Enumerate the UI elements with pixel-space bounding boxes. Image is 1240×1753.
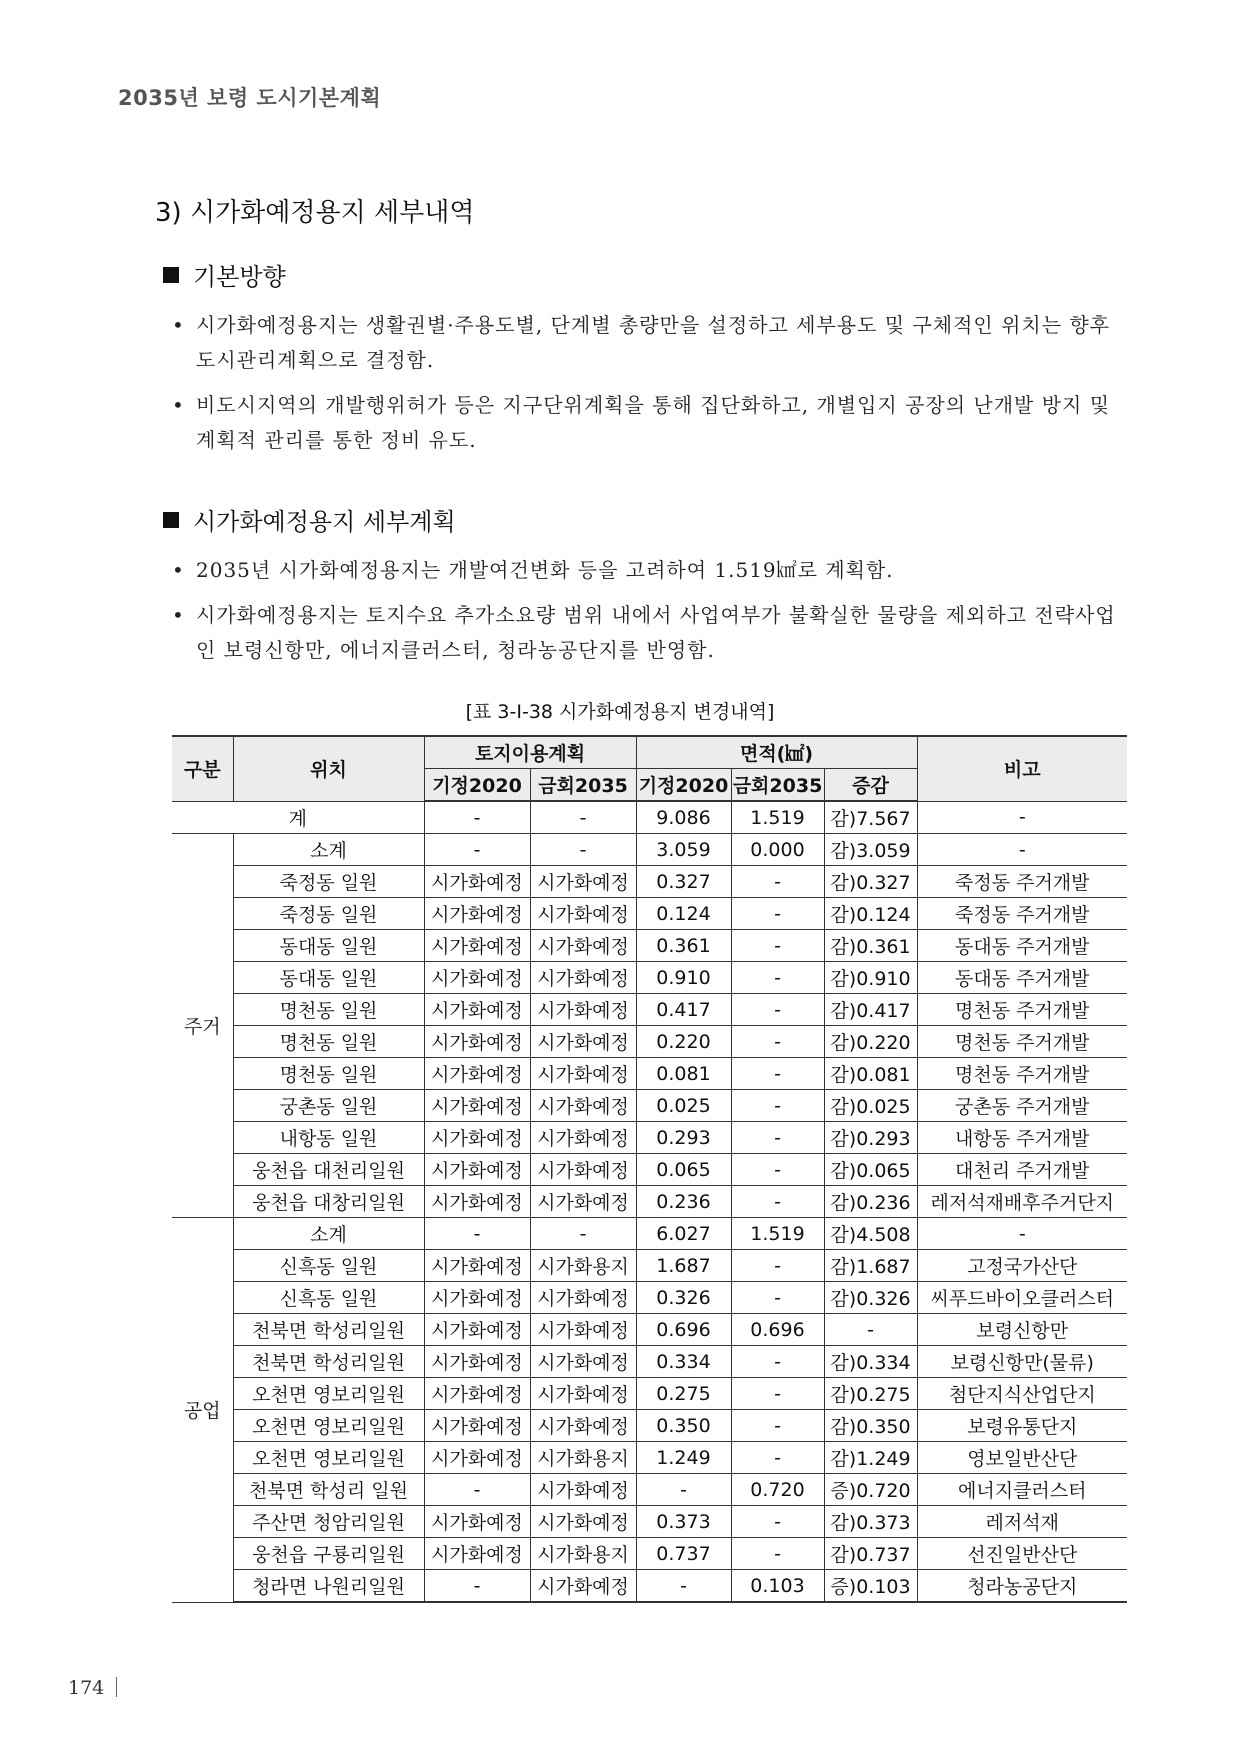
- cell-land-new: 시가화예정: [530, 1474, 636, 1506]
- table-row: [172, 1506, 1127, 1538]
- cell-area-new: -: [731, 1378, 824, 1410]
- cell-area-old: 0.696: [636, 1314, 731, 1346]
- cell-location: 천북면 학성리일원: [233, 1314, 424, 1346]
- list-item: • 2035년 시가화예정용지는 개발여건변화 등을 고려하여 1.519㎢로 계획함.: [172, 553, 1132, 588]
- cell-area-old: 0.361: [636, 930, 731, 962]
- table-caption: [표 3-Ⅰ-38 시가화예정용지 변경내역]: [465, 701, 775, 723]
- detail-plan-heading: [163, 502, 456, 537]
- cell-location: 명천동 일원: [233, 1026, 424, 1058]
- basic-direction-heading: [163, 257, 286, 292]
- cell-land-new: 시가화예정: [530, 1026, 636, 1058]
- cell-change: 감)0.910: [824, 962, 917, 994]
- cell-change: 감)4.508: [824, 1218, 917, 1250]
- table-row: [172, 1474, 1127, 1506]
- cell-location: 오천면 영보리일원: [233, 1442, 424, 1474]
- list-item: • 시가화예정용지는 생활권별·주용도별, 단계별 총량만을 설정하고 세부용도 및 구체적인 위치는 향후 도시관리계획으로 결정함.: [172, 308, 1132, 378]
- cell-area-old: 0.334: [636, 1346, 731, 1378]
- cell-land-old: 시가화예정: [424, 1314, 530, 1346]
- cell-change: 감)0.081: [824, 1058, 917, 1090]
- table-body: [172, 801, 1127, 1602]
- cell-area-new: -: [731, 994, 824, 1026]
- header-land-new: 금회2035: [530, 769, 636, 802]
- cell-location: 오천면 영보리일원: [233, 1410, 424, 1442]
- cell-note: 씨푸드바이오클러스터: [917, 1282, 1127, 1314]
- cell-note: 레저석재: [917, 1506, 1127, 1538]
- section-title: 3) 시가화예정용지 세부내역: [155, 198, 475, 228]
- table-row: [172, 1154, 1127, 1186]
- cell-note: -: [917, 1218, 1127, 1250]
- cell-change: 감)0.361: [824, 930, 917, 962]
- cell-area-new: 0.720: [731, 1474, 824, 1506]
- cell-land-old: 시가화예정: [424, 866, 530, 898]
- cell-note: 선진일반산단: [917, 1538, 1127, 1570]
- cell-land-old: 시가화예정: [424, 1090, 530, 1122]
- cell-change: 감)0.327: [824, 866, 917, 898]
- cell-change: 증)0.103: [824, 1570, 917, 1603]
- table-row: [172, 994, 1127, 1026]
- cell-area-new: 0.103: [731, 1570, 824, 1603]
- cell-land-old: 시가화예정: [424, 898, 530, 930]
- detail-plan-list: [172, 553, 1132, 678]
- header-area: 면적(㎢): [636, 736, 917, 769]
- header-area-new: 금회2035: [731, 769, 824, 802]
- cell-change: 감)0.065: [824, 1154, 917, 1186]
- cell-location: 명천동 일원: [233, 994, 424, 1026]
- cell-land-old: -: [424, 801, 530, 834]
- cell-change: 감)0.417: [824, 994, 917, 1026]
- list-item: • 비도시지역의 개발행위허가 등은 지구단위계획을 통해 집단화하고, 개별입지 공장의 난개발 방지 및 계획적 관리를 통한 정비 유도.: [172, 388, 1132, 458]
- cell-change: 감)0.350: [824, 1410, 917, 1442]
- cell-area-new: 0.696: [731, 1314, 824, 1346]
- cell-location: 청라면 나원리일원: [233, 1570, 424, 1603]
- cell-land-old: 시가화예정: [424, 930, 530, 962]
- cell-location: 신흑동 일원: [233, 1282, 424, 1314]
- cell-land-old: 시가화예정: [424, 1026, 530, 1058]
- cell-area-new: -: [731, 1346, 824, 1378]
- cell-area-old: 0.737: [636, 1538, 731, 1570]
- cell-land-new: 시가화예정: [530, 1570, 636, 1603]
- cell-location: 웅천읍 구룡리일원: [233, 1538, 424, 1570]
- cell-land-old: 시가화예정: [424, 1538, 530, 1570]
- cell-note: 에너지클러스터: [917, 1474, 1127, 1506]
- table-row: [172, 866, 1127, 898]
- cell-land-old: -: [424, 1218, 530, 1250]
- cell-land-new: 시가화예정: [530, 962, 636, 994]
- group-label: 주거: [172, 834, 233, 1218]
- cell-note: 보령유통단지: [917, 1410, 1127, 1442]
- document-header-title: 2035년 보령 도시기본계획: [118, 86, 382, 110]
- cell-area-new: -: [731, 1410, 824, 1442]
- cell-land-old: 시가화예정: [424, 962, 530, 994]
- cell-land-new: 시가화예정: [530, 1410, 636, 1442]
- cell-location: 명천동 일원: [233, 1058, 424, 1090]
- cell-location: 신흑동 일원: [233, 1250, 424, 1282]
- cell-area-old: 0.236: [636, 1186, 731, 1218]
- cell-area-new: -: [731, 1538, 824, 1570]
- table-row: [172, 962, 1127, 994]
- cell-land-old: -: [424, 1474, 530, 1506]
- header-land-old: 기정2020: [424, 769, 530, 802]
- cell-area-new: -: [731, 962, 824, 994]
- cell-area-new: 1.519: [731, 801, 824, 834]
- cell-note: 첨단지식산업단지: [917, 1378, 1127, 1410]
- cell-land-new: 시가화용지: [530, 1442, 636, 1474]
- cell-change: 증)0.720: [824, 1474, 917, 1506]
- cell-change: 감)1.687: [824, 1250, 917, 1282]
- cell-change: 감)1.249: [824, 1442, 917, 1474]
- cell-area-old: 0.065: [636, 1154, 731, 1186]
- cell-land-new: 시가화예정: [530, 1122, 636, 1154]
- cell-area-new: -: [731, 1090, 824, 1122]
- cell-location: 동대동 일원: [233, 962, 424, 994]
- table-row: [172, 1346, 1127, 1378]
- page-divider: [116, 1677, 117, 1697]
- cell-land-new: 시가화예정: [530, 1378, 636, 1410]
- table-row: [172, 1250, 1127, 1282]
- basic-direction-list: [172, 308, 1132, 468]
- cell-land-old: 시가화예정: [424, 994, 530, 1026]
- cell-land-new: 시가화예정: [530, 866, 636, 898]
- cell-note: 레저석재배후주거단지: [917, 1186, 1127, 1218]
- cell-area-new: 0.000: [731, 834, 824, 866]
- cell-note: 고정국가산단: [917, 1250, 1127, 1282]
- cell-note: 명천동 주거개발: [917, 1058, 1127, 1090]
- cell-area-old: 0.417: [636, 994, 731, 1026]
- cell-land-new: 시가화예정: [530, 1154, 636, 1186]
- header-note: 비고: [917, 736, 1127, 801]
- cell-change: 감)0.220: [824, 1026, 917, 1058]
- subtotal-label: 소계: [233, 1218, 424, 1250]
- cell-change: 감)0.275: [824, 1378, 917, 1410]
- cell-land-old: 시가화예정: [424, 1506, 530, 1538]
- cell-change: -: [824, 1314, 917, 1346]
- cell-land-old: -: [424, 834, 530, 866]
- cell-area-old: 0.081: [636, 1058, 731, 1090]
- cell-land-new: 시가화예정: [530, 1090, 636, 1122]
- cell-area-new: -: [731, 1506, 824, 1538]
- cell-land-new: -: [530, 834, 636, 866]
- cell-land-new: 시가화예정: [530, 1058, 636, 1090]
- cell-location: 천북면 학성리일원: [233, 1346, 424, 1378]
- cell-area-old: 0.220: [636, 1026, 731, 1058]
- cell-area-old: 9.086: [636, 801, 731, 834]
- cell-area-new: -: [731, 898, 824, 930]
- page-number: [68, 1677, 117, 1699]
- square-bullet-icon: [163, 267, 179, 283]
- cell-area-old: 0.350: [636, 1410, 731, 1442]
- cell-area-new: -: [731, 930, 824, 962]
- cell-note: -: [917, 801, 1127, 834]
- cell-area-new: -: [731, 1154, 824, 1186]
- cell-area-new: -: [731, 1058, 824, 1090]
- cell-area-new: -: [731, 1186, 824, 1218]
- cell-area-old: 0.293: [636, 1122, 731, 1154]
- cell-location: 웅천읍 대천리일원: [233, 1154, 424, 1186]
- cell-land-new: 시가화예정: [530, 898, 636, 930]
- cell-location: 동대동 일원: [233, 930, 424, 962]
- cell-change: 감)7.567: [824, 801, 917, 834]
- cell-land-old: -: [424, 1570, 530, 1603]
- cell-location: 천북면 학성리 일원: [233, 1474, 424, 1506]
- cell-change: 감)0.334: [824, 1346, 917, 1378]
- header-change: 증감: [824, 769, 917, 802]
- cell-note: 청라농공단지: [917, 1570, 1127, 1603]
- table-row: [172, 1090, 1127, 1122]
- cell-land-old: 시가화예정: [424, 1058, 530, 1090]
- header-gubun: 구분: [172, 736, 233, 801]
- cell-location: 오천면 영보리일원: [233, 1378, 424, 1410]
- cell-area-new: 1.519: [731, 1218, 824, 1250]
- cell-area-old: 0.275: [636, 1378, 731, 1410]
- header-land-plan: 토지이용계획: [424, 736, 636, 769]
- square-bullet-icon: [163, 512, 179, 528]
- cell-area-old: 0.025: [636, 1090, 731, 1122]
- cell-area-old: 0.124: [636, 898, 731, 930]
- cell-land-new: 시가화용지: [530, 1250, 636, 1282]
- cell-area-old: 0.910: [636, 962, 731, 994]
- cell-note: 보령신항만: [917, 1314, 1127, 1346]
- cell-note: 보령신항만(물류): [917, 1346, 1127, 1378]
- cell-note: 대천리 주거개발: [917, 1154, 1127, 1186]
- header-location: 위치: [233, 736, 424, 801]
- cell-location: 죽정동 일원: [233, 898, 424, 930]
- cell-area-old: -: [636, 1570, 731, 1603]
- list-item: • 시가화예정용지는 토지수요 추가소요량 범위 내에서 사업여부가 불확실한 물량을 제외하고 전략사업인 보령신항만, 에너지클러스터, 청라농공단지를 반영함.: [172, 598, 1132, 668]
- cell-change: 감)0.025: [824, 1090, 917, 1122]
- cell-change: 감)0.293: [824, 1122, 917, 1154]
- cell-area-old: 0.373: [636, 1506, 731, 1538]
- cell-note: 명천동 주거개발: [917, 994, 1127, 1026]
- table-row: [172, 1378, 1127, 1410]
- table-row: [172, 1058, 1127, 1090]
- cell-location: 죽정동 일원: [233, 866, 424, 898]
- cell-land-new: -: [530, 1218, 636, 1250]
- cell-change: 감)0.124: [824, 898, 917, 930]
- table-row: [172, 1186, 1127, 1218]
- table-row: [172, 1410, 1127, 1442]
- cell-change: 감)0.737: [824, 1538, 917, 1570]
- table-row: [172, 1538, 1127, 1570]
- cell-land-old: 시가화예정: [424, 1282, 530, 1314]
- cell-note: 명천동 주거개발: [917, 1026, 1127, 1058]
- cell-land-new: 시가화예정: [530, 1346, 636, 1378]
- cell-land-new: 시가화예정: [530, 1506, 636, 1538]
- cell-land-old: 시가화예정: [424, 1250, 530, 1282]
- cell-land-new: 시가화용지: [530, 1538, 636, 1570]
- cell-note: 동대동 주거개발: [917, 962, 1127, 994]
- cell-area-new: -: [731, 1442, 824, 1474]
- table-row-subtotal: [172, 1218, 1127, 1250]
- cell-location: 내항동 일원: [233, 1122, 424, 1154]
- cell-note: 내항동 주거개발: [917, 1122, 1127, 1154]
- cell-location: 주산면 청암리일원: [233, 1506, 424, 1538]
- table-row: [172, 1442, 1127, 1474]
- basic-direction-heading-text: 기본방향: [193, 263, 286, 291]
- cell-note: 죽정동 주거개발: [917, 866, 1127, 898]
- cell-area-old: 0.327: [636, 866, 731, 898]
- table-row: [172, 1122, 1127, 1154]
- cell-area-old: 1.687: [636, 1250, 731, 1282]
- group-label: 공업: [172, 1218, 233, 1603]
- cell-land-old: 시가화예정: [424, 1378, 530, 1410]
- cell-area-old: 0.326: [636, 1282, 731, 1314]
- subtotal-label: 소계: [233, 834, 424, 866]
- cell-change: 감)0.373: [824, 1506, 917, 1538]
- table-row: [172, 1314, 1127, 1346]
- cell-area-old: -: [636, 1474, 731, 1506]
- cell-note: 죽정동 주거개발: [917, 898, 1127, 930]
- cell-land-old: 시가화예정: [424, 1186, 530, 1218]
- table-row-subtotal: [172, 834, 1127, 866]
- cell-note: 동대동 주거개발: [917, 930, 1127, 962]
- cell-note: 영보일반산단: [917, 1442, 1127, 1474]
- cell-area-new: -: [731, 866, 824, 898]
- total-label: 계: [172, 801, 424, 834]
- cell-area-new: -: [731, 1122, 824, 1154]
- cell-land-old: 시가화예정: [424, 1346, 530, 1378]
- cell-change: 감)3.059: [824, 834, 917, 866]
- cell-land-old: 시가화예정: [424, 1410, 530, 1442]
- cell-location: 웅천읍 대창리일원: [233, 1186, 424, 1218]
- table-row: [172, 1026, 1127, 1058]
- cell-area-old: 3.059: [636, 834, 731, 866]
- cell-land-new: -: [530, 801, 636, 834]
- cell-area-new: -: [731, 1026, 824, 1058]
- land-change-table: [172, 735, 1127, 1603]
- cell-note: -: [917, 834, 1127, 866]
- header-area-old: 기정2020: [636, 769, 731, 802]
- detail-plan-heading-text: 시가화예정용지 세부계획: [193, 508, 456, 536]
- cell-note: 궁촌동 주거개발: [917, 1090, 1127, 1122]
- cell-land-old: 시가화예정: [424, 1154, 530, 1186]
- cell-land-old: 시가화예정: [424, 1442, 530, 1474]
- table-row: [172, 1570, 1127, 1603]
- cell-land-new: 시가화예정: [530, 994, 636, 1026]
- table-row-total: [172, 801, 1127, 834]
- cell-area-new: -: [731, 1282, 824, 1314]
- cell-location: 궁촌동 일원: [233, 1090, 424, 1122]
- cell-land-new: 시가화예정: [530, 930, 636, 962]
- cell-land-new: 시가화예정: [530, 1282, 636, 1314]
- cell-change: 감)0.236: [824, 1186, 917, 1218]
- page-number-text: 174: [68, 1677, 105, 1699]
- cell-land-old: 시가화예정: [424, 1122, 530, 1154]
- cell-area-new: -: [731, 1250, 824, 1282]
- table-row: [172, 930, 1127, 962]
- table-row: [172, 898, 1127, 930]
- cell-area-old: 1.249: [636, 1442, 731, 1474]
- cell-land-new: 시가화예정: [530, 1314, 636, 1346]
- cell-area-old: 6.027: [636, 1218, 731, 1250]
- cell-land-new: 시가화예정: [530, 1186, 636, 1218]
- table-row: [172, 1282, 1127, 1314]
- cell-change: 감)0.326: [824, 1282, 917, 1314]
